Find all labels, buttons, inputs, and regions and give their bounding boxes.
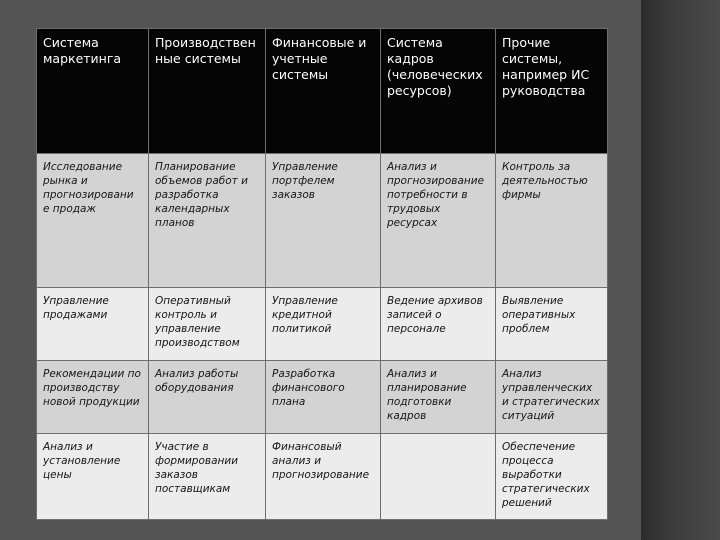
table-cell: Управление портфелем заказов bbox=[266, 154, 381, 288]
table-cell: Оперативный контроль и управление производством bbox=[149, 288, 266, 361]
table-cell: Анализ и установление цены bbox=[37, 434, 149, 520]
table-cell: Обеспечение процесса выработки стратегических решений bbox=[496, 434, 608, 520]
table-cell: Анализ работы оборудования bbox=[149, 361, 266, 434]
header-cell-marketing: Система маркетинга bbox=[37, 29, 149, 154]
header-cell-hr: Система кадров (человеческих ресурсов) bbox=[381, 29, 496, 154]
header-cell-other: Прочие системы, например ИС руководства bbox=[496, 29, 608, 154]
table-row bbox=[37, 361, 608, 434]
table-cell: Планирование объемов работ и разработка календарных планов bbox=[149, 154, 266, 288]
table-row bbox=[37, 154, 608, 288]
table-cell: Выявление оперативных проблем bbox=[496, 288, 608, 361]
table-cell: Анализ управленческих и стратегических ситуаций bbox=[496, 361, 608, 434]
information-systems-table bbox=[36, 28, 608, 520]
table-row bbox=[37, 288, 608, 361]
table-cell bbox=[381, 434, 496, 520]
table-cell: Управление продажами bbox=[37, 288, 149, 361]
table-cell: Рекомендации по производству новой продукции bbox=[37, 361, 149, 434]
table-cell: Управление кредитной политикой bbox=[266, 288, 381, 361]
header-cell-finance: Финансовые и учетные системы bbox=[266, 29, 381, 154]
table-cell: Исследование рынка и прогнозировани е продаж bbox=[37, 154, 149, 288]
table-cell: Участие в формировании заказов поставщикам bbox=[149, 434, 266, 520]
table-cell: Анализ и планирование подготовки кадров bbox=[381, 361, 496, 434]
side-decoration-panel bbox=[641, 0, 720, 540]
table-cell: Разработка финансового плана bbox=[266, 361, 381, 434]
table-cell: Контроль за деятельностью фирмы bbox=[496, 154, 608, 288]
table-row bbox=[37, 434, 608, 520]
table-cell: Анализ и прогнозирование потребности в трудовых ресурсах bbox=[381, 154, 496, 288]
table-cell: Ведение архивов записей о персонале bbox=[381, 288, 496, 361]
header-cell-production: Производствен ные системы bbox=[149, 29, 266, 154]
table-cell: Финансовый анализ и прогнозирование bbox=[266, 434, 381, 520]
table-header-row bbox=[37, 29, 608, 154]
